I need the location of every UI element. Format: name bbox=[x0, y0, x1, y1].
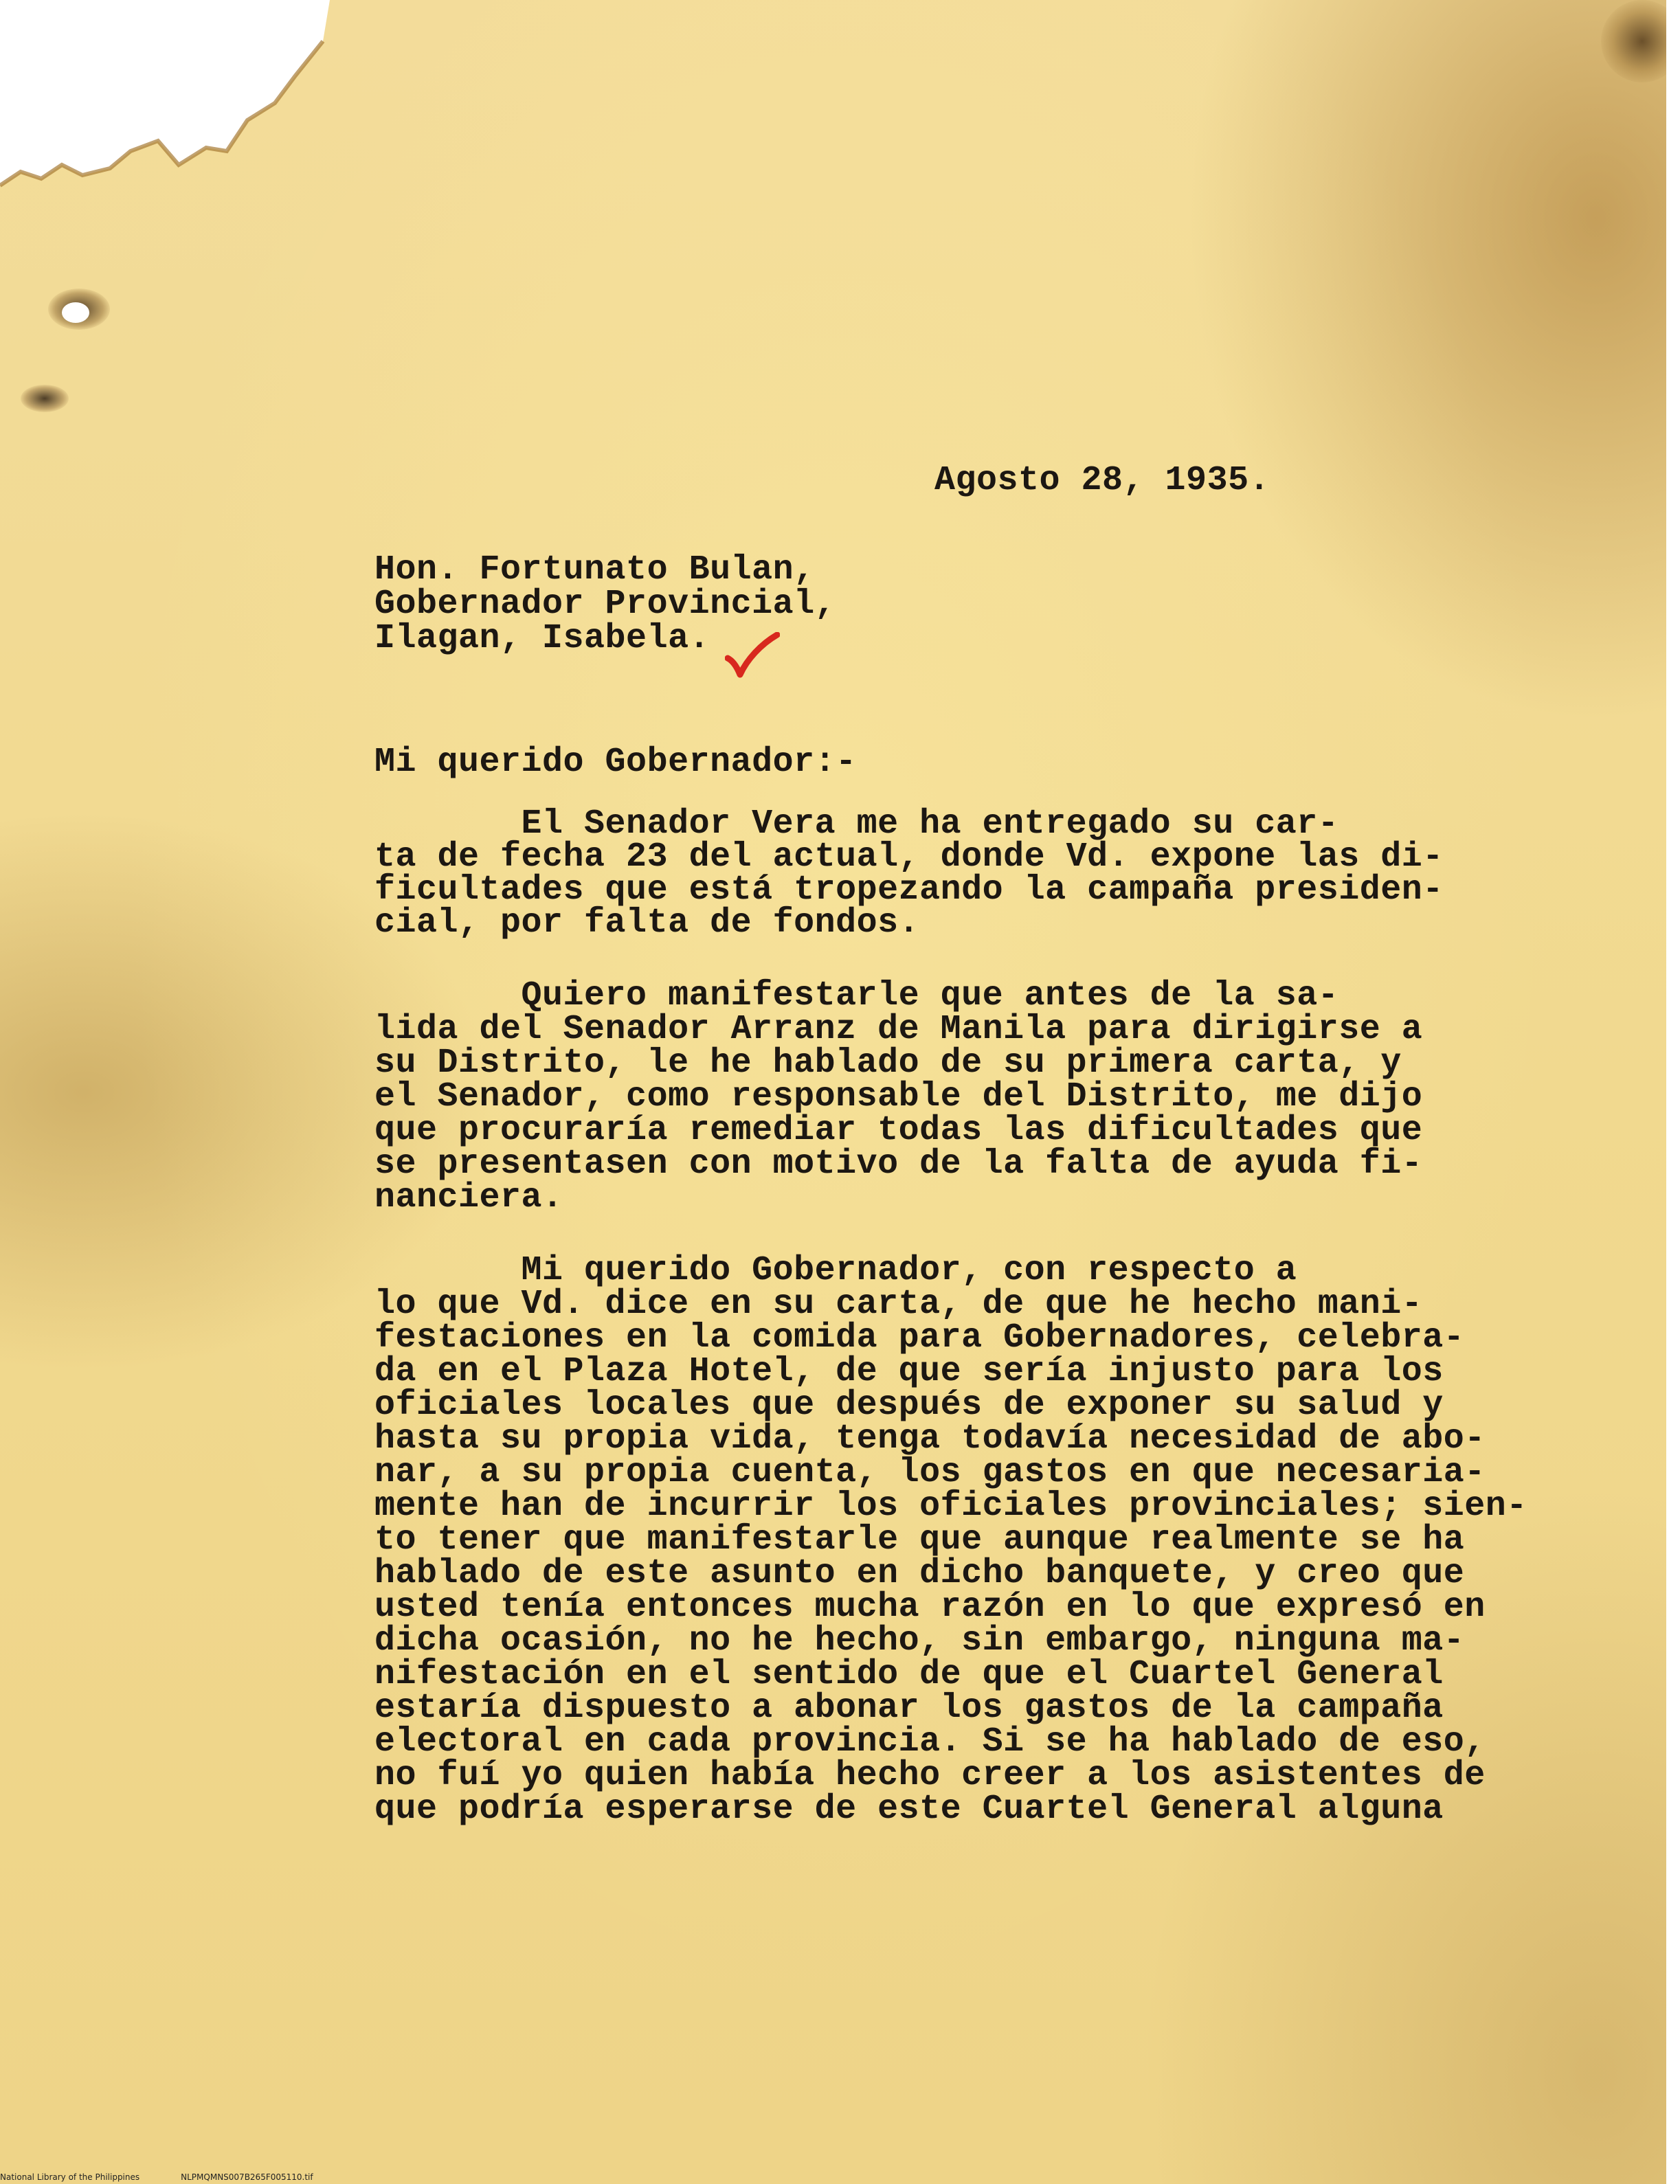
paragraph-line: El Senador Vera me ha entregado su car- bbox=[374, 804, 1339, 844]
paragraph-line: lida del Senador Arranz de Manila para dirigirse a bbox=[374, 1010, 1423, 1049]
paragraph-line: lo que Vd. dice en su carta, de que he hecho mani- bbox=[374, 1285, 1423, 1324]
paragraph-line: no fuí yo quien había hecho creer a los asistentes de bbox=[374, 1756, 1486, 1795]
paragraph-line: festaciones en la comida para Gobernadores, celebra- bbox=[374, 1318, 1465, 1358]
letter-date: Agosto 28, 1935. bbox=[934, 461, 1270, 500]
recipient-location: Ilagan, Isabela. bbox=[374, 619, 710, 658]
salutation: Mi querido Gobernador:- bbox=[374, 743, 857, 782]
red-checkmark-icon bbox=[725, 632, 780, 680]
paragraph-line: que procuraría remediar todas las dificultades que bbox=[374, 1111, 1423, 1150]
paragraph-line: se presentasen con motivo de la falta de ayuda fi- bbox=[374, 1145, 1423, 1184]
paragraph-line: estaría dispuesto a abonar los gastos de la campaña bbox=[374, 1689, 1444, 1728]
paragraph-line: Quiero manifestarle que antes de la sa- bbox=[374, 976, 1339, 1015]
paragraph-line: su Distrito, le he hablado de su primera carta, y bbox=[374, 1044, 1402, 1083]
paragraph-line: ficultades que está tropezando la campaña presiden- bbox=[374, 870, 1444, 910]
paragraph-line: hablado de este asunto en dicho banquete, y creo que bbox=[374, 1554, 1465, 1593]
paragraph-line: hasta su propia vida, tenga todavía necesidad de abo- bbox=[374, 1419, 1486, 1459]
paragraph-line: dicha ocasión, no he hecho, sin embargo, ninguna ma- bbox=[374, 1621, 1465, 1660]
paragraph-line: cial, por falta de fondos. bbox=[374, 903, 920, 943]
paragraph-line: ta de fecha 23 del actual, donde Vd. expone las di- bbox=[374, 837, 1444, 877]
paragraph-line: el Senador, como responsable del Distrito, me dijo bbox=[374, 1077, 1423, 1116]
paragraph-line: Mi querido Gobernador, con respecto a bbox=[374, 1251, 1297, 1290]
paragraph-line: usted tenía entonces mucha razón en lo que expresó en bbox=[374, 1588, 1486, 1627]
recipient-title: Gobernador Provincial, bbox=[374, 585, 836, 624]
paragraph-line: nanciera. bbox=[374, 1178, 563, 1217]
paragraph-line: to tener que manifestarle que aunque realmente se ha bbox=[374, 1520, 1465, 1560]
paragraph-line: que podría esperarse de este Cuartel General alguna bbox=[374, 1790, 1444, 1829]
recipient-name: Hon. Fortunato Bulan, bbox=[374, 550, 815, 589]
paragraph-line: mente han de incurrir los oficiales provinciales; sien- bbox=[374, 1487, 1527, 1526]
paragraph-line: da en el Plaza Hotel, de que sería injusto para los bbox=[374, 1352, 1444, 1391]
paragraph-line: nar, a su propia cuenta, los gastos en que necesaria- bbox=[374, 1453, 1486, 1492]
scan-footer bbox=[0, 2172, 313, 2182]
library-credit: National Library of the Philippines bbox=[0, 2172, 140, 2182]
paragraph-line: oficiales locales que después de exponer su salud y bbox=[374, 1386, 1444, 1425]
paragraph-line: nifestación en el sentido de que el Cuartel General bbox=[374, 1655, 1444, 1694]
paragraph-line: electoral en cada provincia. Si se ha hablado de eso, bbox=[374, 1722, 1486, 1761]
file-code: NLPMQMNS007B265F005110.tif bbox=[181, 2172, 313, 2182]
